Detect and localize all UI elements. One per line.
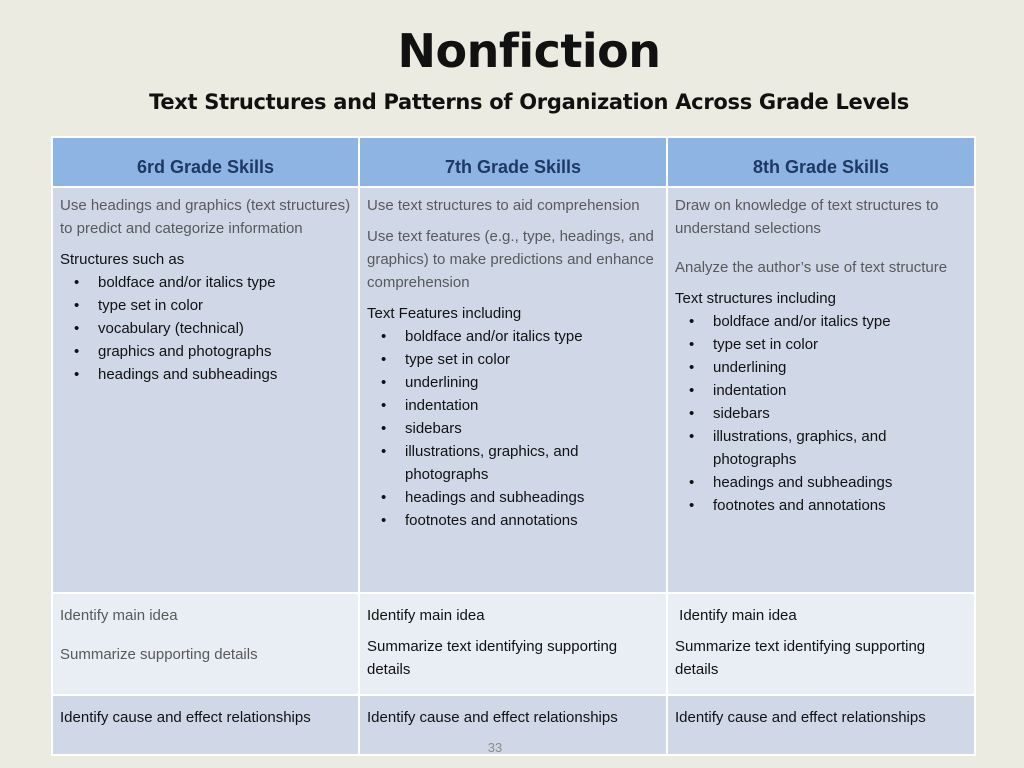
cell-paragraph: Analyze the author’s use of text structure bbox=[675, 259, 948, 276]
cell-paragraph: Summarize supporting details bbox=[60, 646, 258, 663]
cell-8th-cause-effect: Identify cause and effect relationships bbox=[667, 695, 975, 755]
list-item: • type set in color bbox=[713, 333, 967, 356]
list-item: • boldface and/or italics type bbox=[713, 310, 967, 333]
header-6th-grade: 6rd Grade Skills bbox=[52, 137, 359, 187]
list-item: • sidebars bbox=[713, 402, 967, 425]
list-item: • headings and subheadings bbox=[405, 486, 659, 509]
list-item: • illustrations, graphics, and photographs bbox=[713, 425, 967, 471]
list-item: • underlining bbox=[713, 356, 967, 379]
list-item: • vocabulary (technical) bbox=[98, 317, 351, 340]
list-item: • illustrations, graphics, and photographs bbox=[405, 440, 659, 486]
bullet-list bbox=[60, 271, 351, 386]
header-row bbox=[52, 137, 975, 187]
list-item: • sidebars bbox=[405, 417, 659, 440]
list-item: • footnotes and annotations bbox=[405, 509, 659, 532]
header-8th-grade: 8th Grade Skills bbox=[667, 137, 975, 187]
list-item: • headings and subheadings bbox=[713, 471, 967, 494]
list-item: • type set in color bbox=[98, 294, 351, 317]
text-structures-row bbox=[52, 187, 975, 593]
grade-skills-table bbox=[51, 136, 976, 756]
cell-6th-structures bbox=[52, 187, 359, 593]
cell-paragraph: Identify main idea bbox=[675, 607, 797, 624]
bullet-list bbox=[675, 310, 967, 517]
bullet-list bbox=[367, 325, 659, 532]
cell-paragraph: Use text structures to aid comprehension bbox=[367, 197, 640, 214]
header-7th-grade: 7th Grade Skills bbox=[359, 137, 667, 187]
cell-7th-structures bbox=[359, 187, 667, 593]
slide-subtitle: Text Structures and Patterns of Organization Across Grade Levels bbox=[149, 90, 909, 114]
cell-paragraph: Use text features (e.g., type, headings, and graphics) to make predictions and enhance comprehension bbox=[367, 228, 654, 291]
list-item: • footnotes and annotations bbox=[713, 494, 967, 517]
cell-paragraph: Summarize text identifying supporting details bbox=[675, 638, 926, 678]
list-item: • underlining bbox=[405, 371, 659, 394]
list-item: • type set in color bbox=[405, 348, 659, 371]
cell-paragraph: Draw on knowledge of text structures to understand selections bbox=[675, 197, 939, 237]
cell-6th-main-idea bbox=[52, 593, 359, 695]
list-item: • graphics and photographs bbox=[98, 340, 351, 363]
list-lead: Structures such as bbox=[60, 251, 185, 268]
cell-paragraph: Summarize text identifying supporting details bbox=[367, 638, 618, 678]
cell-paragraph: Identify main idea bbox=[367, 607, 485, 624]
list-item: • headings and subheadings bbox=[98, 363, 351, 386]
cell-7th-main-idea bbox=[359, 593, 667, 695]
cell-7th-cause-effect: Identify cause and effect relationships bbox=[359, 695, 667, 755]
main-idea-row bbox=[52, 593, 975, 695]
list-item: • boldface and/or italics type bbox=[98, 271, 351, 294]
list-item: • boldface and/or italics type bbox=[405, 325, 659, 348]
cell-paragraph: Identify main idea bbox=[60, 607, 178, 624]
list-item: • indentation bbox=[405, 394, 659, 417]
cell-8th-structures bbox=[667, 187, 975, 593]
cell-6th-cause-effect: Identify cause and effect relationships bbox=[52, 695, 359, 755]
list-item: • indentation bbox=[713, 379, 967, 402]
page-number: 33 bbox=[487, 740, 503, 755]
cell-8th-main-idea bbox=[667, 593, 975, 695]
list-lead: Text structures including bbox=[675, 290, 836, 307]
cell-paragraph: Use headings and graphics (text structures) to predict and categorize information bbox=[60, 197, 351, 237]
list-lead: Text Features including bbox=[367, 305, 522, 322]
slide-title: Nonfiction bbox=[397, 24, 661, 78]
